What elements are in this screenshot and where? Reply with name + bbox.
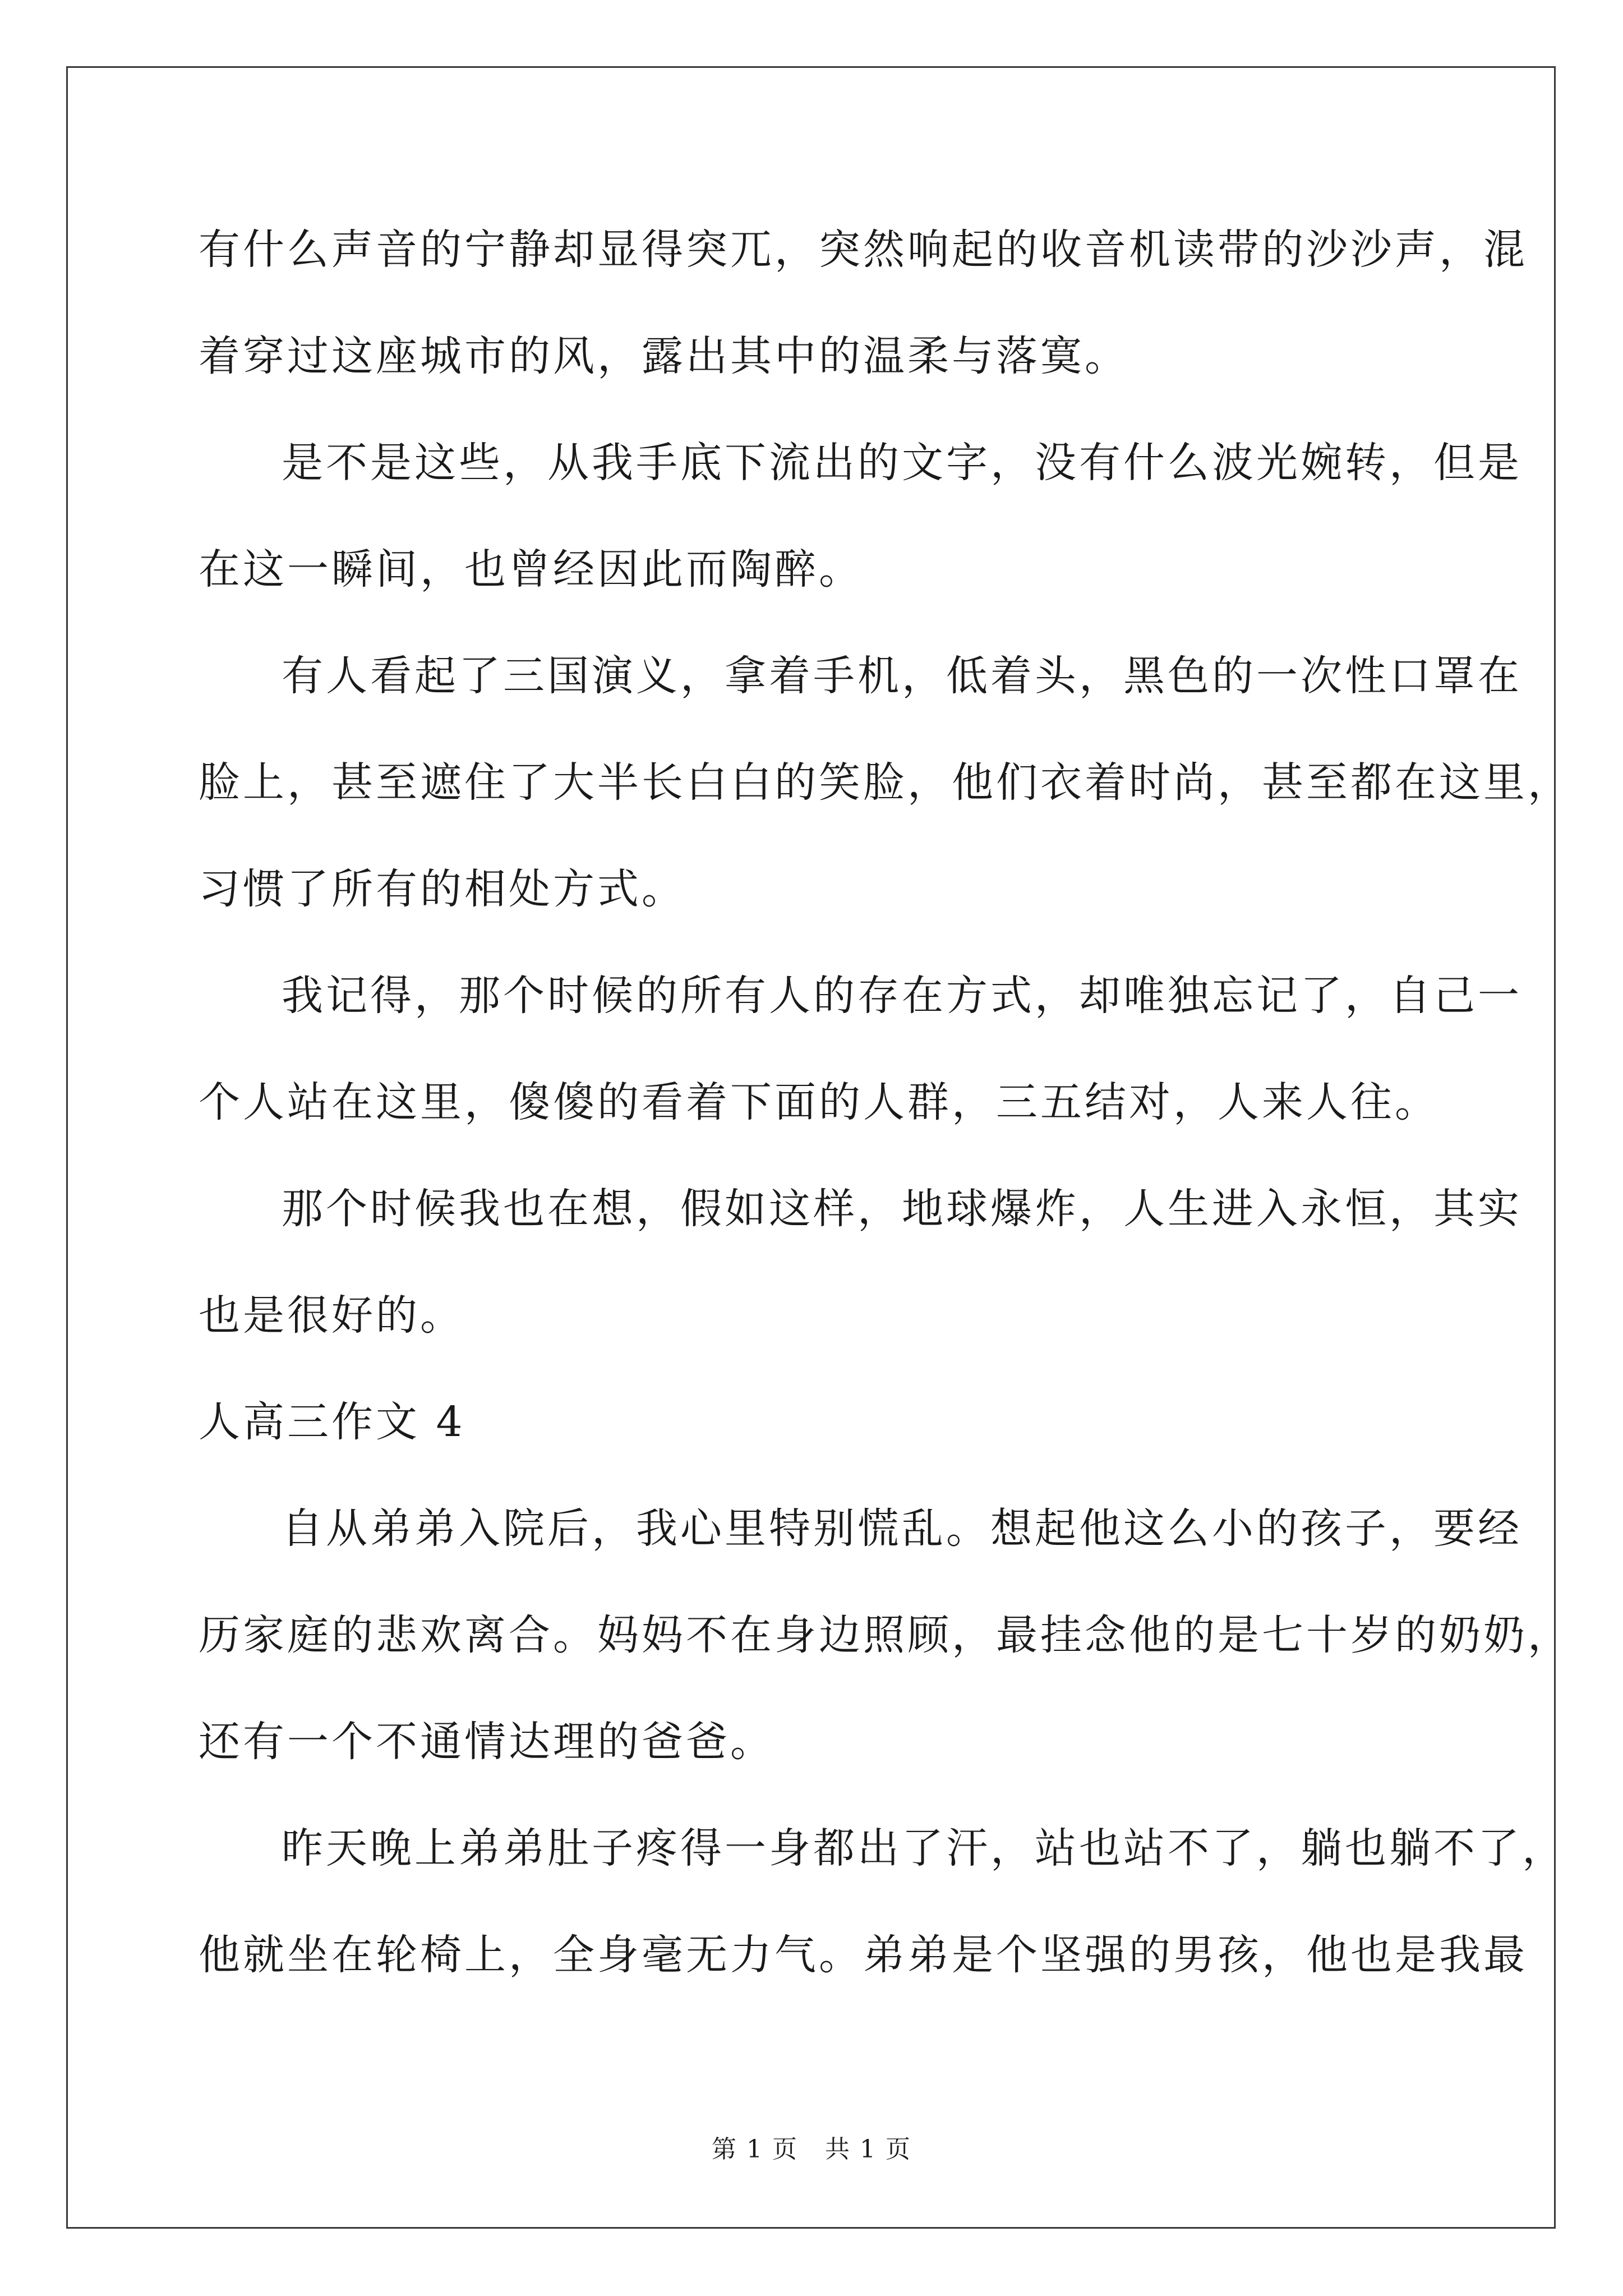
text-line: 他就坐在轮椅上，全身毫无力气。弟弟是个坚强的男孩，他也是我最: [199, 1931, 1528, 1979]
text-line: 我记得，那个时候的所有人的存在方式，却唯独忘记了，自己一: [282, 972, 1522, 1020]
text-line: 那个时候我也在想，假如这样，地球爆炸，人生进入永恒，其实: [282, 1185, 1522, 1233]
text-line: 在这一瞬间，也曾经因此而陶醉。: [199, 545, 863, 593]
text-line: 有什么声音的宁静却显得突兀，突然响起的收音机读带的沙沙声，混: [199, 226, 1528, 274]
text-line: 昨天晚上弟弟肚子疼得一身都出了汗，站也站不了，躺也躺不了，: [282, 1824, 1566, 1872]
text-line: 自从弟弟入院后，我心里特别慌乱。想起他这么小的孩子，要经: [282, 1504, 1522, 1553]
text-line: 也是很好的。: [199, 1291, 464, 1340]
document-body: [199, 208, 1572, 2019]
page-footer: 第 1 页 共 1 页: [712, 2135, 911, 2164]
text-line: 个人站在这里，傻傻的看着下面的人群，三五结对，人来人往。: [199, 1078, 1439, 1126]
text-line: 有人看起了三国演义，拿着手机，低着头，黑色的一次性口罩在: [282, 652, 1522, 700]
text-line: 还有一个不通情达理的爸爸。: [199, 1718, 774, 1766]
text-line: 脸上，甚至遮住了大半长白白的笑脸，他们衣着时尚，甚至都在这里，: [199, 758, 1572, 807]
text-line: 是不是这些，从我手底下流出的文字，没有什么波光婉转，但是: [282, 439, 1522, 487]
section-heading: 人高三作文 4: [199, 1398, 465, 1446]
text-line: 着穿过这座城市的风，露出其中的温柔与落寞。: [199, 332, 1129, 380]
text-line: 历家庭的悲欢离合。妈妈不在身边照顾，最挂念他的是七十岁的奶奶，: [199, 1611, 1572, 1659]
text-line: 习惯了所有的相处方式。: [199, 865, 686, 913]
